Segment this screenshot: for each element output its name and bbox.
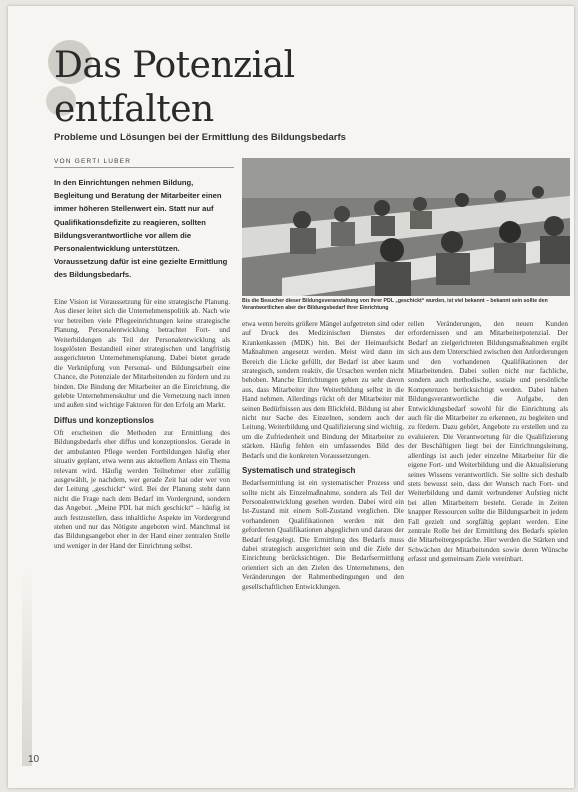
intro-paragraph: In den Einrichtungen nehmen Bildung, Begleitung und Beratung der Mitarbeiter einen immer höheren Stellenwert ein. Statt nur auf Qualifikationsdefizite zu reagieren, sollten Bildungsverantwortliche vor allem die Personalentwicklung unterstützen. Voraussetzung dafür ist eine gezielte Ermittlung des Bildungsbedarfs. [54,178,228,280]
document-page [8,6,574,788]
text-column-3 [408,320,568,565]
section-heading: Systematisch und strategisch [242,466,356,476]
conference-photo [242,158,570,296]
body-paragraph: Bedarfsermittlung ist ein systematischer Prozess und sollte nicht als Einzelmaßnahme, sondern als Teil der Personalentwicklung gesehen werden. Dabei wird ein Ist-Zustand mit einem Soll-Zustand verglichen. Die vorhandenen Qualifikationen werden mit den geforderten Qualifikationen abgeglichen und daraus der Bedarf festgelegt. Die Ermittlung des Bedarfs muss dabei strategisch ausgerichtet sein und die Ziele der Einrichtung berücksichtigen. Die Bedarfsermittlung orientiert sich an den Zielen des Unternehmens, den Veränderungen der Rahmenbedingungen und den gesellschaftlichen Entwicklungen. [242,479,404,591]
body-paragraph: Eine Vision ist Voraussetzung für eine strategische Planung. Aus dieser leitet sich die Unternehmenspolitik ab. Nach wie vor betreiben viele Pflegeeinrichtungen keine strategische Planung, Personalentwicklung betrachtet Fort- und Weiterbildungen als Teil der Personalentwicklung als losgelösten Bestandteil einer strategischen und langfristig ausgerichteten Unternehmensplanung. Dabei bietet gerade die Verknüpfung von Personal- und Bildungsarbeit eine Chance, die Potenziale der Mitarbeitenden zu fördern und zu binden. Die Bindung der Mitarbeiter an die Einrichtung, die gelebte Unternehmenskultur und die Vernetzung nach innen und außen sind wichtige Faktoren für den Erfolg am Markt. [54,298,230,410]
body-paragraph: rellen Veränderungen, den neuen Kunden erfordernissen und am Mitarbeiterpotenzial. Der Bedarf an zielgerichteten Bildungsmaßnahmen ergibt sich aus dem Unterschied zwischen den Anforderungen und den vorhandenen Qualifikationen der Mitarbeitenden. Dabei sollen nicht nur fachliche, sondern auch methodische, soziale und persönliche Kompetenzen berücksichtigt werden. Dabei haben Bildungsverantwortliche die Aufgabe, den Entwicklungsbedarf sowohl für die Einrichtung als auch für die Mitarbeiter zu erkennen, zu begleiten und zu fördern. Dazu gehört, Angebote zu erstellen und zu evaluieren. Die Verantwortung für die Qualifizierung der Beschäftigten liegt bei der Einrichtungsleitung, allerdings ist auch jeder einzelne Mitarbeiter für die eigene Fort- und Weiterbildung und die Aktualisierung seines Wissens verantwortlich. Sie sollte sich deshalb stets bewusst sein, dass der Wunsch nach Fort- und Weiterbildung und damit verbundener Aufstieg nicht bei allen Mitarbeitern besteht. Gerade in Zeiten knapper Ressourcen sollte die Bildungsarbeit in jedem Fall gezielt und sorgfältig geplant werden. Eine zentrale Rolle bei der Ermittlung des Bedarfs spielen die Mitarbeitergespräche. Hier werden die Stärken und Schwächen der Mitarbeitenden sowie deren Wünsche erfasst und gemeinsam Ziele vereinbart. [408,320,568,564]
page-edge-shadow [22,566,32,766]
page-number: 10 [28,754,40,765]
text-column-1 [54,298,230,551]
section-heading: Diffus und konzeptionslos [54,415,154,425]
body-paragraph: Oft erscheinen die Methoden zur Ermittlung des Bildungsbedarfs eher diffus und konzeptionslos. Gerade in der ambulanten Pflege werden Fortbildungen häufig eher situativ geplant, etwa wenn aus aktuellem Anlass ein Thema relevant wird. Häufig werden Teilnehmer eher zufällig ausgewählt, je nachdem, wer gerade Zeit hat oder wer von der Leitung „geschickt“ wird. Bei der Planung steht dann nicht die Frage nach dem Bedarf im Vordergrund, sondern das Angebot. „Meine PDL hat mich geschickt“ – häufig ist auch festzustellen, dass inhaltliche Aspekte im Vordergrund stehen und nur das Nötigste angeboten wird. Manchmal ist das Bildungsangebot eher in der Hand einer zentralen Stelle und weniger in der Hand der Einrichtung selbst. [54,428,230,550]
title-line-1: Das Potenzial [54,45,295,86]
text-column-2 [242,320,404,592]
photo-caption: Bis die Besucher dieser Bildungsveranstaltung von ihrer PDL „geschickt“ wurden, ist viel bekannt – bekannt sein sollte den Verantwortlichen aber der Bildungsbedarf ihrer Einrichtung [242,298,548,312]
title-line-2: entfalten [54,89,214,130]
body-paragraph: etwa wenn bereits größere Mängel aufgetreten sind oder auf Druck des Medizinischen Dienstes der Krankenkassen (MDK) hin. Bei der Heimaufsicht Maßnahmen angesetzt werden. Meist wird dann im Bereich die Lücke gefüllt, der Bedarf ist aber kaum strategisch, sondern reaktiv, die Ursachen werden nicht behoben. Manche Einrichtungen gehen zu sehr davon aus, dass Mitarbeiter ihre Weiterbildung selbst in die Hand nehmen. Allerdings rückt oft der Mitarbeiter mit seinen Bedürfnissen aus dem Blickfeld. Bildung ist aber nicht nur Sache des Einzelnen, sondern auch der Leitung. Weiterbildung und Qualifizierung sind wichtig, um die Zufriedenheit und Bindung der Mitarbeiter zu stärken. Häufig fehlen ein umfassendes Bild des Bedarfs und die konkreten Voraussetzungen. [242,320,404,460]
article-subtitle: Probleme und Lösungen bei der Ermittlung des Bildungsbedarfs [54,132,346,143]
article-title [54,44,295,132]
author-line: VON GERTI LUBER [54,158,234,168]
conference-photo-image [242,158,570,296]
